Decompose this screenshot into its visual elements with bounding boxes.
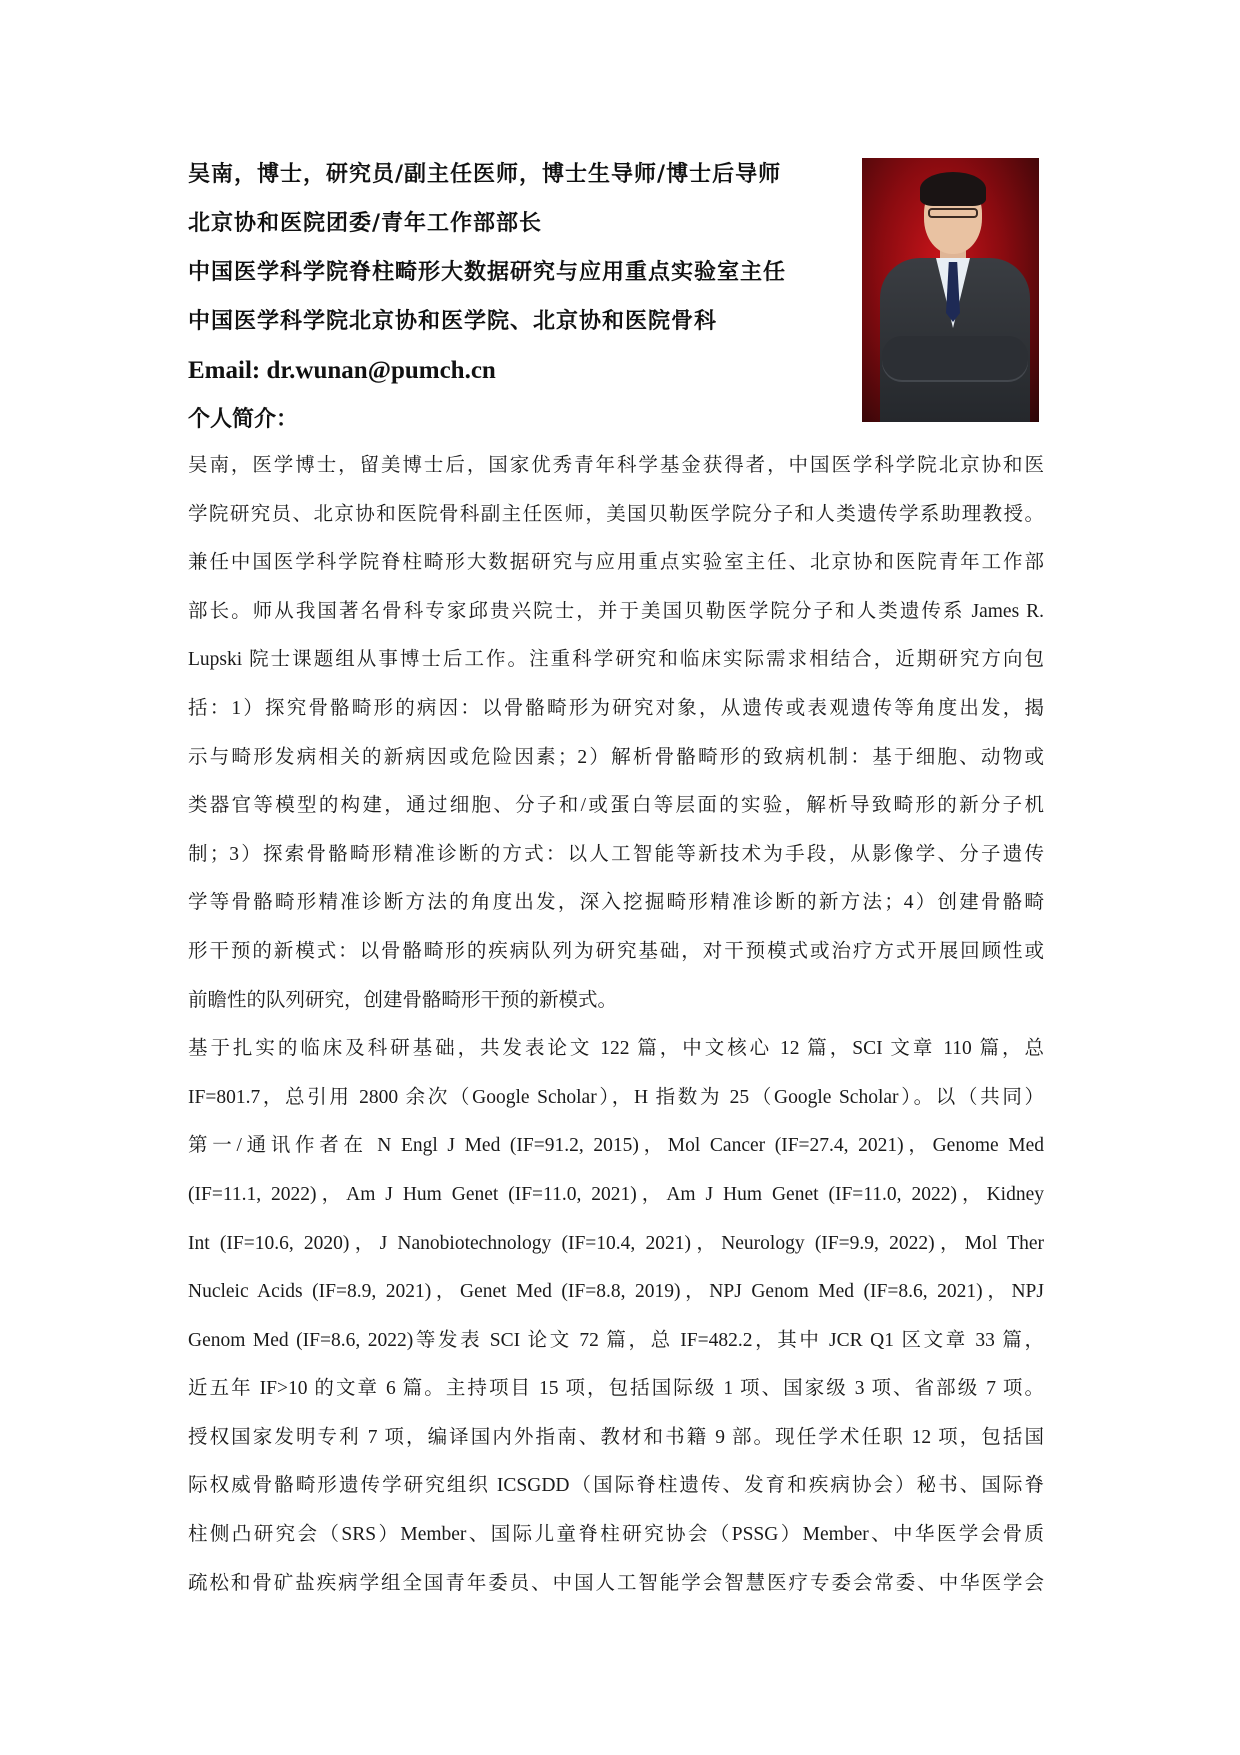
paragraph-line: 兼任中国医学科学院脊柱畸形大数据研究与应用重点实验室主任、北京协和医院青年工作部	[188, 552, 1044, 574]
paragraph-line: Nucleic Acids (IF=8.9, 2021)，Genet Med (IF=8.8, 2019)，NPJ Genom Med (IF=8.6, 2021)，NPJ	[188, 1281, 1044, 1303]
paragraph-line: 授权国家发明专利 7 项，编译国内外指南、教材和书籍 9 部。现任学术任职 12 项，包括国	[188, 1426, 1044, 1448]
paragraph-line: 柱侧凸研究会（SRS）Member、国际儿童脊柱研究协会（PSSG）Member、中华医学会骨质	[188, 1524, 1044, 1546]
paragraph-line: Genom Med (IF=8.6, 2022)等发表 SCI 论文 72 篇，总 IF=482.2，其中 JCR Q1 区文章 33 篇，	[188, 1329, 1044, 1351]
paragraph-line: 基于扎实的临床及科研基础，共发表论文 122 篇，中文核心 12 篇，SCI 文章 110 篇，总	[188, 1038, 1044, 1060]
paragraph-line: 形干预的新模式：以骨骼畸形的疾病队列为研究基础，对干预模式或治疗方式开展回顾性或	[188, 940, 1044, 962]
paragraph-line: 示与畸形发病相关的新病因或危险因素；2）解析骨骼畸形的致病机制：基于细胞、动物或	[188, 746, 1044, 768]
paragraph-line: 近五年 IF>10 的文章 6 篇。主持项目 15 项，包括国际级 1 项、国家级 3 项、省部级 7 项。	[188, 1378, 1044, 1400]
photo-hair	[920, 172, 986, 206]
paragraph-line: Int (IF=10.6, 2020)，J Nanobiotechnology (IF=10.4, 2021)，Neurology (IF=9.9, 2022)，Mol Ther	[188, 1232, 1044, 1254]
paragraph-publications	[188, 1025, 1044, 1608]
paragraph-line: 制；3）探索骨骼畸形精准诊断的方式：以人工智能等新技术为手段，从影像学、分子遗传	[188, 843, 1044, 865]
paragraph-line: (IF=11.1, 2022)，Am J Hum Genet (IF=11.0, 2021)，Am J Hum Genet (IF=11.0, 2022)，Kidney	[188, 1183, 1044, 1205]
header-line-youth-dept: 北京协和医院团委/青年工作部部长	[188, 211, 543, 236]
paragraph-line: 部长。师从我国著名骨科专家邱贵兴院士，并于美国贝勒医学院分子和人类遗传系 James R.	[188, 600, 1044, 622]
paragraph-line: 前瞻性的队列研究，创建骨骼畸形干预的新模式。	[188, 989, 618, 1011]
paragraph-line: IF=801.7，总引用 2800 余次（Google Scholar），H 指数为 25（Google Scholar）。以（共同）	[188, 1086, 1044, 1108]
section-title-bio: 个人简介：	[188, 407, 299, 432]
photo-crossed-arms	[882, 336, 1028, 382]
paragraph-line: 类器官等模型的构建，通过细胞、分子和/或蛋白等层面的实验，解析导致畸形的新分子机	[188, 795, 1044, 817]
header-line-title: 吴南，博士，研究员/副主任医师，博士生导师/博士后导师	[188, 162, 782, 187]
paragraph-line: 际权威骨骼畸形遗传学研究组织 ICSGDD（国际脊柱遗传、发育和疾病协会）秘书、国际脊	[188, 1475, 1044, 1497]
profile-header	[188, 150, 848, 444]
header-line-affiliation: 中国医学科学院北京协和医学院、北京协和医院骨科	[188, 309, 718, 334]
paragraph-line: Lupski 院士课题组从事博士后工作。注重科学研究和临床实际需求相结合，近期研究方向包	[188, 649, 1044, 671]
paragraph-line: 疏松和骨矿盐疾病学组全国青年委员、中国人工智能学会智慧医疗专委会常委、中华医学会	[188, 1572, 1044, 1594]
paragraph-line: 学院研究员、北京协和医院骨科副主任医师，美国贝勒医学院分子和人类遗传学系助理教授。	[188, 503, 1044, 525]
paragraph-line: 学等骨骼畸形精准诊断方法的角度出发，深入挖掘畸形精准诊断的新方法；4）创建骨骼畸	[188, 892, 1044, 914]
paragraph-line: 括：1）探究骨骼畸形的病因：以骨骼畸形为研究对象，从遗传或表观遗传等角度出发，揭	[188, 697, 1044, 719]
paragraph-research	[188, 442, 1044, 1025]
email-line: Email: dr.wunan@pumch.cn	[188, 357, 496, 384]
bio-body	[188, 442, 1044, 1608]
paragraph-line: 第一/通讯作者在 N Engl J Med (IF=91.2, 2015)，Mol Cancer (IF=27.4, 2021)，Genome Med	[188, 1135, 1044, 1157]
header-line-lab-director: 中国医学科学院脊柱畸形大数据研究与应用重点实验室主任	[188, 260, 787, 285]
portrait-photo	[862, 158, 1039, 422]
photo-glasses	[928, 208, 978, 218]
paragraph-line: 吴南，医学博士，留美博士后，国家优秀青年科学基金获得者，中国医学科学院北京协和医	[188, 455, 1044, 476]
